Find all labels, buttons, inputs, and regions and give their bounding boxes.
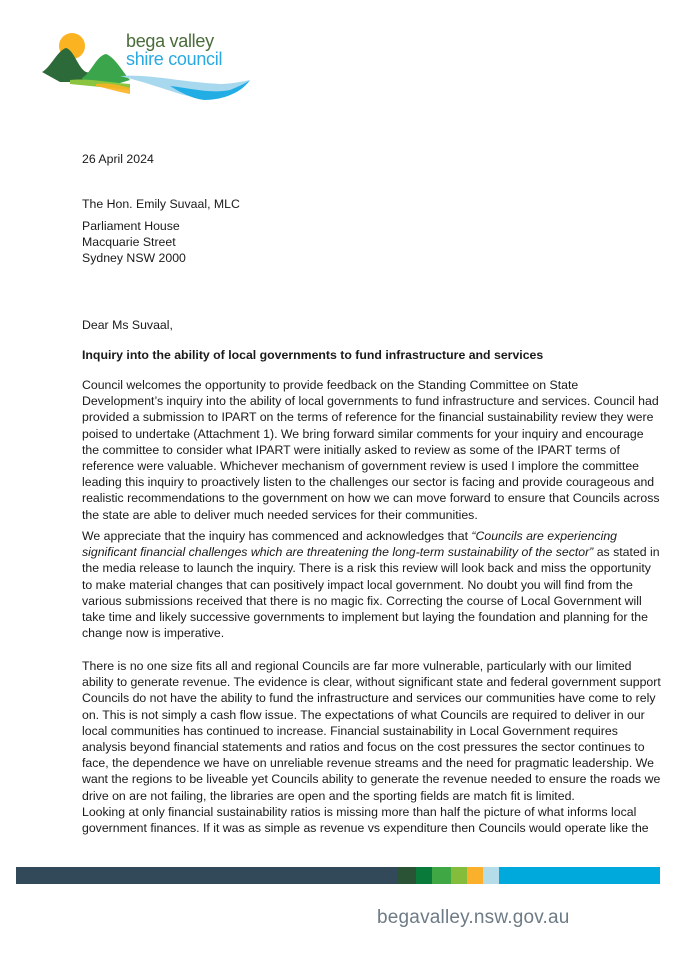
address-line: Macquarie Street xyxy=(82,235,176,250)
footer-color-stripe xyxy=(16,867,660,884)
stripe-segment xyxy=(467,867,483,884)
stripe-segment xyxy=(416,867,432,884)
stripe-segment xyxy=(398,867,416,884)
recipient-address xyxy=(82,218,186,267)
address-line: Parliament House xyxy=(82,219,180,233)
media-release-quote: “Councils are experiencing significant financial challenges which are threatening the long-term sustainability of the sector” xyxy=(82,529,617,560)
logo-line-1: bega valley xyxy=(126,31,214,51)
footer-website-url: begavalley.nsw.gov.au xyxy=(377,907,570,928)
paragraph-2-rest: as stated in the media release to launch the inquiry. There is a risk this review will look back and miss the opportunity to make material changes that can positively impact local government. No doubt you will find from the various submissions received that there is no magic fix. Correcting the course of Local Government will take time and likely successive governments to implement but laying the foundation and planning for the change now is imperative. xyxy=(82,545,660,641)
stripe-segment xyxy=(16,867,398,884)
water-wave-icon xyxy=(100,72,250,102)
logo-wordmark xyxy=(126,32,222,68)
council-logo xyxy=(40,28,260,100)
stripe-segment xyxy=(451,867,467,884)
logo-line-2: shire council xyxy=(126,49,223,69)
paragraph-2 xyxy=(82,528,662,641)
paragraph-4: Looking at only financial sustainability ratios is missing more than half the picture of what informs local government finances. If it was as simple as revenue vs expenditure then Councils would operate like the xyxy=(82,805,649,836)
letter-date: 26 April 2024 xyxy=(82,152,154,166)
paragraph-2-lead: We appreciate that the inquiry has commenced and acknowledges that xyxy=(82,529,472,543)
address-line: Sydney NSW 2000 xyxy=(82,251,186,266)
stripe-segment xyxy=(499,867,660,884)
stripe-segment xyxy=(432,867,451,884)
stripe-segment xyxy=(483,867,499,884)
subject-heading: Inquiry into the ability of local governments to fund infrastructure and services xyxy=(82,348,544,362)
paragraph-3: There is no one size fits all and regional Councils are far more vulnerable, particularly with our limited ability to generate revenue. The evidence is clear, without significant state and federal government support Councils do not have the ability to fund the infrastructure and services our communities have come to rely on. This is not simply a cash flow issue. The expectations of what Councils are required to deliver in our local communities has continued to increase. Financial sustainability in Local Government requires analysis beyond financial statements and ratios and focus on the cost pressures the sector continues to face, the dependence we have on unreliable revenue streams and the need for pragmatic leadership. We want the regions to be liveable yet Councils ability to generate the revenue needed to ensure the roads we drive on are not failing, the libraries are open and the sporting fields are match fit is limited. xyxy=(82,659,661,803)
paragraph-1: Council welcomes the opportunity to provide feedback on the Standing Committee on State Development’s inquiry into the ability of local governments to fund infrastructure and services. Council had provided a submission to IPART on the terms of reference for the financial sustainability review they were poised to undertake (Attachment 1). We bring forward similar comments for your inquiry and encourage the committee to consider what IPART were initially asked to review as some of the IPART terms of reference were valuable. Whichever mechanism of government review is used I implore the committee leading this inquiry to proactively listen to the challenges our sector is facing and provide courageous and realistic recommendations to the government on how we can move forward to ensure that Councils across the state are able to deliver much needed services for their communities. xyxy=(82,378,660,522)
salutation: Dear Ms Suvaal, xyxy=(82,318,173,332)
recipient-name: The Hon. Emily Suvaal, MLC xyxy=(82,197,240,211)
